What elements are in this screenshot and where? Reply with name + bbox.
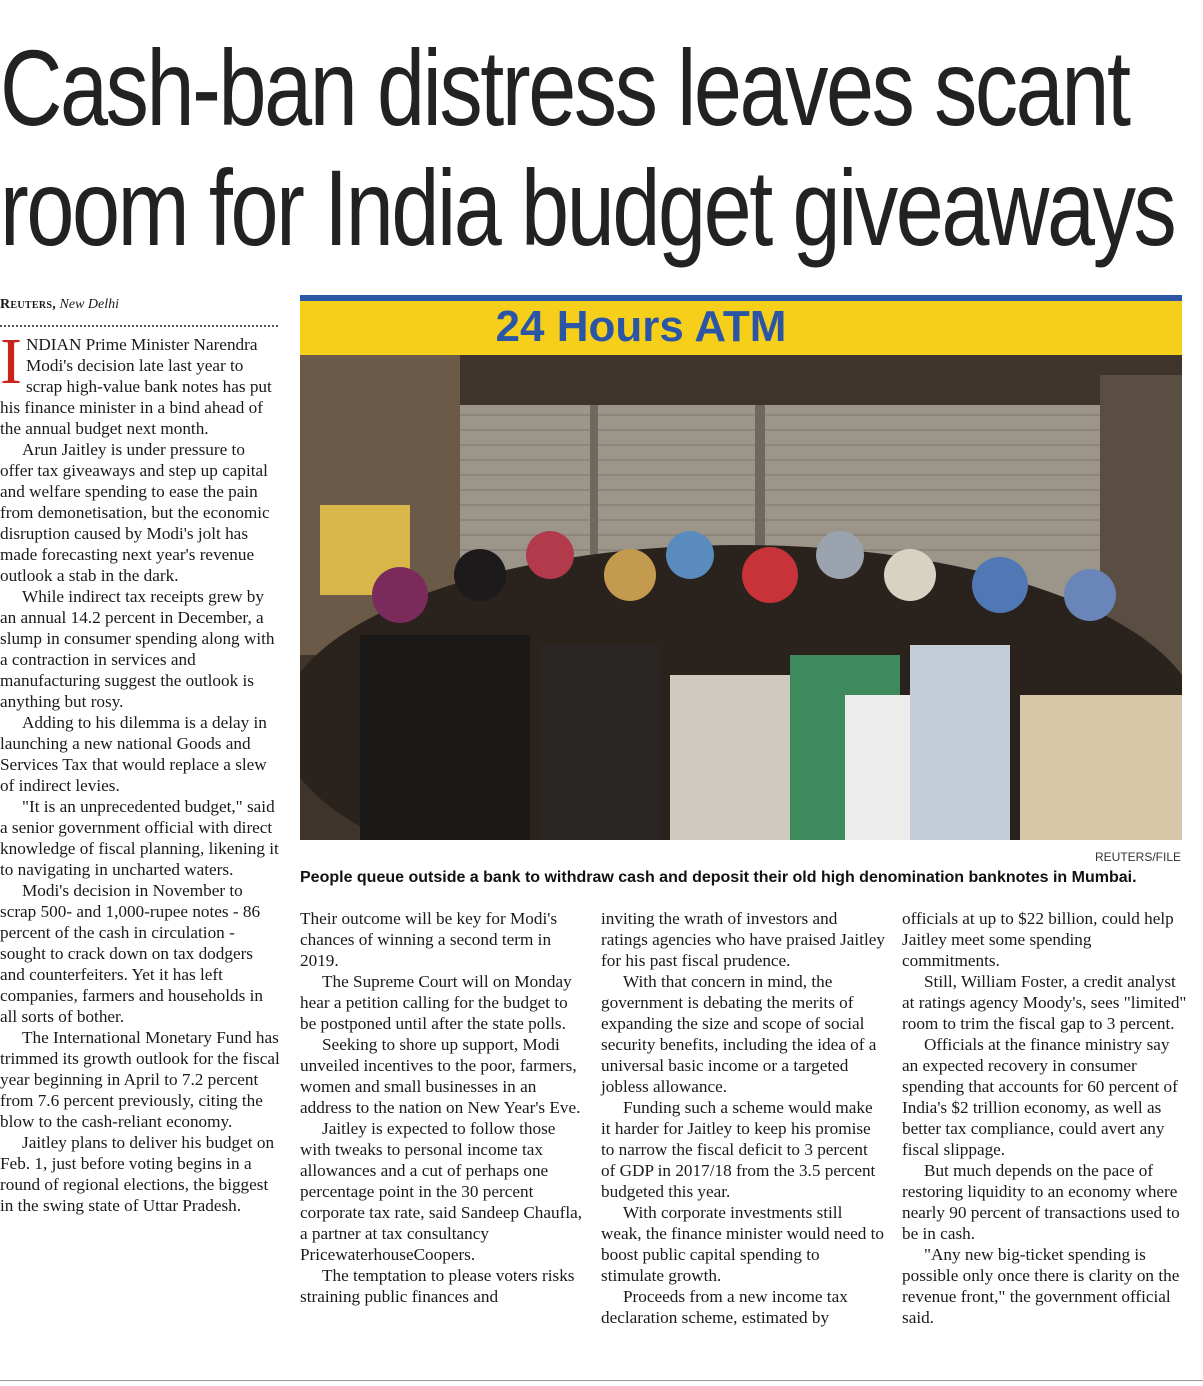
paragraph: officials at up to $22 billion, could help Jaitley meet some spending commitments. xyxy=(902,909,1174,970)
paragraph: Still, William Foster, a credit analyst at ratings agency Moody's, sees "limited" room to trim the fiscal gap to 3 percent. xyxy=(902,972,1187,1033)
headline-line-1: Cash-ban distress leaves scant xyxy=(0,27,1129,148)
paragraph: With corporate investments still weak, the finance minister would need to boost public capital spending to stimulate growth. xyxy=(601,1203,885,1285)
paragraph: But much depends on the pace of restoring liquidity to an economy where nearly 90 percent of transactions used to be in cash. xyxy=(902,1161,1180,1243)
paragraph: The Supreme Court will on Monday hear a petition calling for the budget to be postponed until after the state polls. xyxy=(300,972,572,1033)
headline-line-2: room for India budget giveaways xyxy=(0,147,1175,268)
paragraph: The temptation to please voters risks straining public finances and xyxy=(300,1266,575,1306)
headline xyxy=(0,27,1175,268)
paragraph: The International Monetary Fund has trimmed its growth outlook for the fiscal year beginning in April to 7.2 percent from 7.6 percent previously, citing the blow to the cash-reliant economy. xyxy=(0,1028,280,1131)
byline-place: New Delhi xyxy=(59,297,120,312)
bottom-rule xyxy=(0,1380,1203,1381)
paragraph: With that concern in mind, the government is debating the merits of expanding the size and scope of social security benefits, including the idea of a universal basic income or a targeted jobless allowance. xyxy=(601,972,877,1096)
photo-illustration xyxy=(300,295,1182,840)
article-column-1 xyxy=(0,325,280,1216)
paragraph: Jaitley is expected to follow those with tweaks to personal income tax allowances and a cut of perhaps one percentage point in the 30 percent corporate tax rate, said Sandeep Chaufla, a partner at tax consultancy PricewaterhouseCoopers. xyxy=(300,1119,583,1264)
article-column-4 xyxy=(902,908,1187,1328)
paragraph: Arun Jaitley is under pressure to offer tax giveaways and step up capital and welfare spending to ease the pain from demonetisation, but the economic disruption caused by Modi's jolt has made forecasting next year's revenue outlook a stab in the dark. xyxy=(0,440,270,585)
paragraph: Their outcome will be key for Modi's chances of winning a second term in 2019. xyxy=(300,909,558,970)
article-column-3 xyxy=(601,908,886,1328)
paragraph: While indirect tax receipts grew by an annual 14.2 percent in December, a slump in consumer spending along with a contraction in services and manufacturing suggest the outlook is anything but rosy. xyxy=(0,587,275,711)
paragraph: Jaitley plans to deliver his budget on Feb. 1, just before voting begins in a round of regional elections, the biggest in the swing state of Uttar Pradesh. xyxy=(0,1133,275,1215)
photo-caption: People queue outside a bank to withdraw cash and deposit their old high denomination banknotes in Mumbai. xyxy=(300,869,1137,886)
paragraph: INDIAN Prime Minister Narendra Modi's decision late last year to scrap high-value bank notes has put his finance minister in a bind ahead of the annual budget next month. xyxy=(0,325,272,438)
byline xyxy=(0,297,278,327)
paragraph: Proceeds from a new income tax declaration scheme, estimated by xyxy=(601,1287,848,1327)
paragraph: Funding such a scheme would make it harder for Jaitley to keep his promise to narrow the fiscal deficit to 3 percent of GDP in 2017/18 from the 3.5 percent budgeted this year. xyxy=(601,1098,876,1201)
byline-agency: Reuters, xyxy=(0,297,57,312)
paragraph: "Any new big-ticket spending is possible only once there is clarity on the revenue front," the government official said. xyxy=(902,1245,1180,1327)
article-column-2 xyxy=(300,908,585,1307)
paragraph: "It is an unprecedented budget," said a senior government official with direct knowledge of fiscal planning, likening it to navigating in uncharted waters. xyxy=(0,797,279,879)
paragraph: Seeking to shore up support, Modi unveiled incentives to the poor, farmers, women and small businesses in an address to the nation on New Year's Eve. xyxy=(300,1035,581,1117)
atm-sign xyxy=(300,295,1182,355)
atm-sign-text: 24 Hours ATM xyxy=(495,302,787,351)
drop-cap: I xyxy=(0,325,22,398)
paragraph: Modi's decision in November to scrap 500- and 1,000-rupee notes - 86 percent of the cash in circulation - sought to crack down on tax dodgers and counterfeiters. Yet it has left companies, farmers and households in all sorts of bother. xyxy=(0,881,263,1026)
photo-credit: REUTERS/FILE xyxy=(1094,850,1181,864)
news-photo xyxy=(300,295,1182,840)
paragraph: inviting the wrath of investors and ratings agencies who have praised Jaitley for his past fiscal prudence. xyxy=(601,909,885,970)
paragraph: Officials at the finance ministry say an expected recovery in consumer spending that accounts for 60 percent of India's $2 trillion economy, as well as better tax compliance, could avert any fiscal slippage. xyxy=(902,1035,1178,1159)
paragraph: Adding to his dilemma is a delay in launching a new national Goods and Services Tax that would replace a slew of indirect levies. xyxy=(0,713,267,795)
